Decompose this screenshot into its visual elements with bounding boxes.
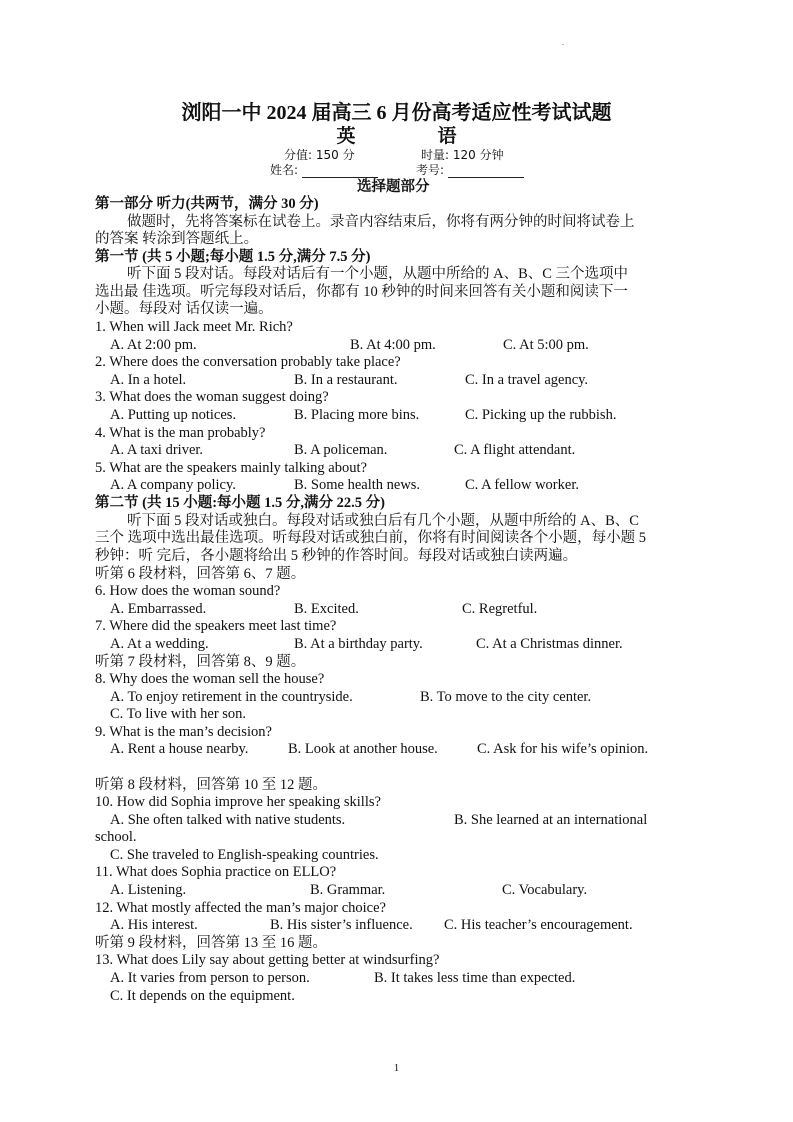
name-label: 姓名:	[270, 163, 299, 177]
material-8: 听第 8 段材料，回答第 10 至 12 题。	[95, 777, 327, 793]
option-c: C. It depends on the equipment.	[110, 988, 295, 1004]
option-b: B. At a birthday party.	[294, 636, 423, 652]
option-c: C. At a Christmas dinner.	[476, 636, 623, 652]
part1-heading: 第一部分 听力(共两节，满分 30 分)	[95, 196, 319, 212]
sec2-intro-3: 秒钟：听 完后，各小题将给出 5 秒钟的作答时间。每段对话或独白读两遍。	[95, 548, 578, 564]
subject-title	[0, 121, 793, 148]
option-a: A. Rent a house nearby.	[110, 741, 249, 757]
question-stem: 6. How does the woman sound?	[95, 583, 281, 599]
option-c: C. To live with her son.	[110, 706, 247, 722]
material-6: 听第 6 段材料，回答第 6、7 题。	[95, 566, 306, 582]
option-b: B. To move to the city center.	[420, 689, 592, 705]
sec2-intro-1: 听下面 5 段对话或独白。每段对话或独白后有几个小题，从题中所给的 A、B、C	[127, 513, 639, 529]
question-stem: 11. What does Sophia practice on ELLO?	[95, 864, 337, 880]
option-a: A. It varies from person to person.	[110, 970, 310, 986]
subject-char-1: 英	[336, 126, 356, 147]
sec1-intro-3: 小题。每段对 话仅读一遍。	[95, 301, 273, 317]
option-b-continued: school.	[95, 829, 137, 845]
option-a: A. A company policy.	[110, 477, 236, 493]
exam-title: 浏阳一中 2024 届高三 6 月份高考适应性考试试题	[181, 102, 612, 124]
part1-intro-2: 的答案 转涂到答题纸上。	[95, 231, 259, 247]
option-a: A. In a hotel.	[110, 372, 187, 388]
option-a: A. At a wedding.	[110, 636, 209, 652]
option-c: C. A fellow worker.	[465, 477, 579, 493]
sec1-intro-1: 听下面 5 段对话。每段对话后有一个小题，从题中所给的 A、B、C 三个选项中	[127, 266, 629, 282]
score-label: 分值: 150 分	[284, 148, 355, 162]
question-stem: 10. How did Sophia improve her speaking skills?	[95, 794, 381, 810]
option-c: C. Vocabulary.	[502, 882, 588, 898]
question-stem: 3. What does the woman suggest doing?	[95, 389, 329, 405]
option-a: A. Putting up notices.	[110, 407, 237, 423]
option-b: B. It takes less time than expected.	[374, 970, 576, 986]
option-a: A. To enjoy retirement in the countryside.	[110, 689, 353, 705]
option-c: C. In a travel agency.	[465, 372, 589, 388]
option-b: B. Some health news.	[294, 477, 421, 493]
option-b: B. She learned at an international	[454, 812, 648, 828]
sec1-heading: 第一节 (共 5 小题;每小题 1.5 分,满分 7.5 分)	[95, 249, 371, 265]
question-stem: 1. When will Jack meet Mr. Rich?	[95, 319, 293, 335]
option-c: C. Ask for his wife’s opinion.	[477, 741, 649, 757]
question-stem: 2. Where does the conversation probably take place?	[95, 354, 401, 370]
exam-no-blank	[448, 165, 524, 178]
option-a: A. At 2:00 pm.	[110, 337, 197, 353]
exam-no-label: 考号:	[416, 163, 445, 177]
option-a: A. Listening.	[110, 882, 187, 898]
option-b: B. His sister’s influence.	[270, 917, 413, 933]
option-b: B. Placing more bins.	[294, 407, 420, 423]
question-stem: 13. What does Lily say about getting better at windsurfing?	[95, 952, 440, 968]
option-b: B. A policeman.	[294, 442, 388, 458]
option-a: A. His interest.	[110, 917, 198, 933]
option-c: C. Regretful.	[462, 601, 538, 617]
option-b: B. In a restaurant.	[294, 372, 398, 388]
material-7: 听第 7 段材料，回答第 8、9 题。	[95, 654, 306, 670]
option-b: B. Excited.	[294, 601, 359, 617]
option-b: B. Look at another house.	[288, 741, 438, 757]
option-c: C. A flight attendant.	[454, 442, 576, 458]
exam-no-field	[416, 161, 524, 178]
option-c: C. At 5:00 pm.	[503, 337, 589, 353]
question-stem: 7. Where did the speakers meet last time?	[95, 618, 337, 634]
option-c: C. Picking up the rubbish.	[465, 407, 617, 423]
question-stem: 4. What is the man probably?	[95, 425, 266, 441]
option-b: B. Grammar.	[310, 882, 386, 898]
option-a: A. She often talked with native students.	[110, 812, 346, 828]
option-a: A. A taxi driver.	[110, 442, 204, 458]
sec2-intro-2: 三个 选项中选出最佳选项。听每段对话或独白前，你将有时间阅读各个小题，每小题 5	[95, 530, 646, 546]
question-stem: 12. What mostly affected the man’s major choice?	[95, 900, 386, 916]
option-c: C. She traveled to English-speaking countries.	[110, 847, 379, 863]
section-heading: 选择题部分	[357, 179, 430, 195]
question-stem: 9. What is the man’s decision?	[95, 724, 272, 740]
material-9: 听第 9 段材料，回答第 13 至 16 题。	[95, 935, 327, 951]
sec1-intro-2: 选出最 佳选项。听完每段对话后，你都有 10 秒钟的时间来回答有关小题和阅读下一	[95, 284, 628, 300]
sec2-heading: 第二节 (共 15 小题:每小题 1.5 分,满分 22.5 分)	[95, 495, 385, 511]
name-field	[270, 161, 378, 178]
name-blank	[302, 165, 378, 178]
option-b: B. At 4:00 pm.	[350, 337, 436, 353]
subject-char-2: 语	[437, 126, 457, 147]
part1-intro-1: 做题时，先将答案标在试卷上。录音内容结束后，你将有两分钟的时间将试卷上	[127, 214, 635, 230]
option-c: C. His teacher’s encouragement.	[444, 917, 633, 933]
time-label: 时量: 120 分钟	[421, 148, 504, 162]
page-number: 1	[393, 1062, 400, 1074]
question-stem: 5. What are the speakers mainly talking about?	[95, 460, 367, 476]
question-stem: 8. Why does the woman sell the house?	[95, 671, 325, 687]
option-a: A. Embarrassed.	[110, 601, 207, 617]
corner-dot: .	[562, 38, 564, 47]
